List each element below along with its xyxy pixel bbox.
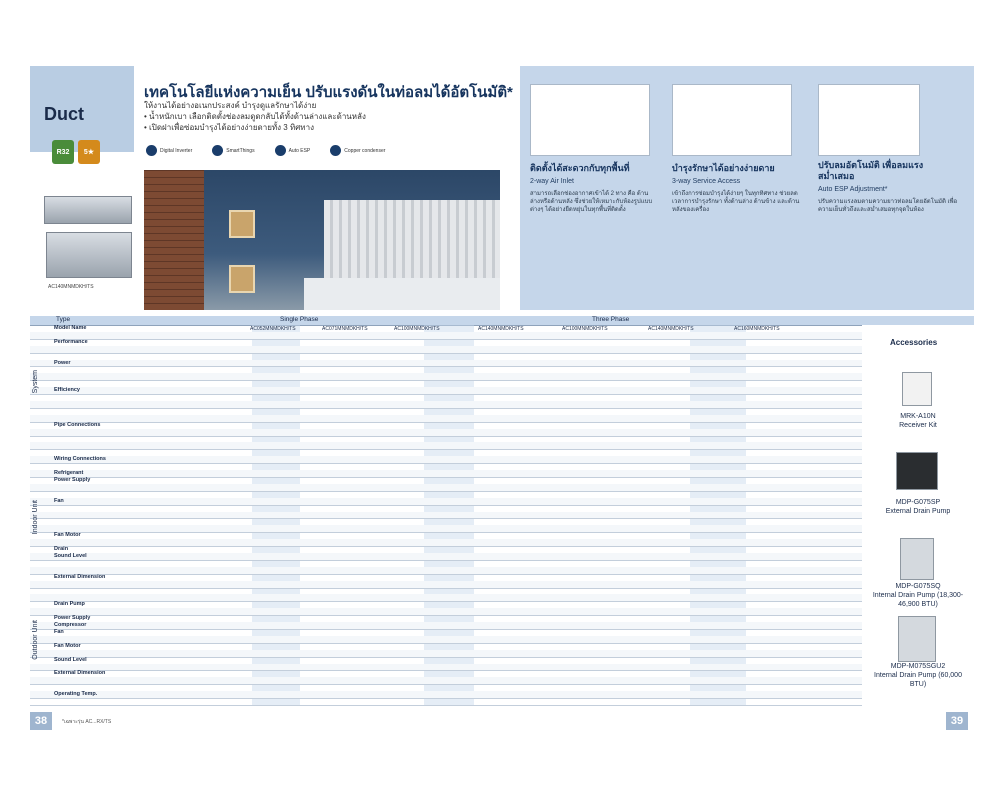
spec-group-label: Refrigerant bbox=[54, 470, 84, 477]
footnote: *เฉพาะรุ่น AC...RX/TS bbox=[62, 719, 112, 725]
accessory-item: MDP-M075SGU2 Internal Drain Pump (60,000 BTU) bbox=[874, 663, 962, 688]
feature-smartthings: SmartThings bbox=[212, 145, 254, 156]
spec-group-label: External Dimension bbox=[54, 670, 106, 677]
spec-group-label: Power Supply bbox=[54, 615, 91, 622]
section-indoor: Indoor Unit bbox=[32, 500, 39, 535]
panel-title: ติดตั้งได้สะดวกกับทุกพื้นที่ bbox=[530, 163, 630, 173]
spec-group-label: Fan bbox=[54, 629, 64, 635]
single-phase-label: Single Phase bbox=[280, 316, 319, 323]
spec-group-label: Pipe Connections bbox=[54, 421, 101, 428]
spec-group-label: Wiring Connections bbox=[54, 456, 106, 463]
model-header-cell: AC071MNMDKH/TS bbox=[322, 326, 368, 332]
model-header-cell: AC160MNMDKH/TS bbox=[734, 326, 780, 332]
spec-group-label: Fan Motor bbox=[54, 642, 81, 649]
feature-digital-inverter: Digital Inverter bbox=[146, 145, 192, 156]
spec-group-label: External Dimension bbox=[54, 573, 106, 580]
service-access-diagram bbox=[672, 84, 792, 156]
external-drain-pump-image bbox=[896, 452, 938, 490]
model-header-cell: AC140MNMDKH/TS bbox=[648, 326, 694, 332]
hero-line: ให้งานได้อย่างอเนกประสงค์ บำรุงดูแลรักษาได้ง่าย bbox=[144, 101, 317, 110]
accessories-title: Accessories bbox=[890, 338, 938, 347]
internal-drain-pump-image bbox=[900, 538, 934, 580]
panel-description: สามารถเลือกช่องอากาศเข้าได้ 2 ทาง คือ ด้านล่างหรือด้านหลัง ซึ่งช่วยให้เหมาะกับห้องรูปแบบต่างๆ ได้อย่างยืดหยุ่นในทุกพื้นที่ติดตั้ง bbox=[530, 191, 653, 213]
spec-group-label: Drain Pump bbox=[54, 601, 85, 608]
spec-group-label: Fan bbox=[54, 497, 64, 504]
spec-group-label: Efficiency bbox=[54, 387, 80, 394]
internal-drain-pump-60k-image bbox=[898, 616, 936, 662]
spec-group-label: Compressor bbox=[54, 622, 87, 629]
spec-group-label: Sound Level bbox=[54, 553, 87, 559]
spec-group-label: Operating Temp. bbox=[54, 691, 98, 698]
section-system: System bbox=[32, 370, 39, 394]
spec-group-label: Power bbox=[54, 359, 71, 366]
spec-group-label: Drain bbox=[54, 546, 69, 553]
three-phase-label: Three Phase bbox=[592, 316, 630, 323]
smartthings-icon bbox=[212, 145, 223, 156]
type-label: Type bbox=[56, 316, 71, 323]
section-outdoor: Outdoor Unit bbox=[32, 620, 39, 660]
spec-group-label: Model Name bbox=[54, 325, 87, 331]
esp-icon bbox=[275, 145, 286, 156]
panel-title: บำรุงรักษาได้อย่างง่ายดาย bbox=[672, 163, 775, 173]
model-caption: AC140MNMDKH/TS bbox=[48, 284, 94, 290]
hero-line: • เปิดฝาเพื่อซ่อมบำรุงได้อย่างง่ายดายทั้ง 3 ทิศทาง bbox=[144, 123, 314, 132]
model-header-cell: AC100MNMDKH/TS bbox=[394, 326, 440, 332]
spec-table bbox=[30, 325, 862, 705]
feature-row bbox=[146, 145, 385, 156]
duct-unit-image-2 bbox=[46, 232, 132, 278]
page-number-left: 38 bbox=[30, 712, 52, 730]
spec-group-label: Power Supply bbox=[54, 477, 91, 483]
auto-esp-diagram bbox=[818, 84, 920, 156]
section-label: Duct bbox=[44, 104, 84, 124]
accessory-item: MDP-G075SQ Internal Drain Pump (18,300-46,900 BTU) bbox=[872, 583, 964, 608]
panel-description: เข้าถึงการซ่อมบำรุงได้ง่ายๆ ในทุกทิศทาง ช่วยลดเวลาการบำรุงรักษา ทั้งด้านล่าง ด้านข้าง และด้านหลังของเครื่อง bbox=[672, 191, 800, 213]
model-header-cell: AC100MNMDKH/TS bbox=[562, 326, 608, 332]
hero-title: เทคโนโลยีแห่งความเย็น ปรับแรงดันในท่อลมได้อัตโนมัติ* bbox=[144, 84, 513, 101]
spec-group-label: Fan Motor bbox=[54, 532, 81, 539]
panel-subtitle: 3-way Service Access bbox=[672, 178, 741, 185]
model-header-cell: AC052MNMDKH/TS bbox=[250, 326, 296, 332]
spec-group-label: Performance bbox=[54, 338, 88, 345]
page-number-right: 39 bbox=[946, 712, 968, 730]
condenser-icon bbox=[330, 145, 341, 156]
panel-description: ปรับความแรงลมตามความยาวท่อลมโดยอัตโนมัติ เพื่อความเย็นทั่วถึงและสม่ำเสมอทุกจุดในห้อง bbox=[818, 199, 958, 213]
air-inlet-diagram bbox=[530, 84, 650, 156]
feature-auto-esp: Auto ESP bbox=[275, 145, 311, 156]
badge-row bbox=[52, 140, 100, 164]
receiver-kit-image bbox=[902, 372, 932, 406]
bedroom-photo bbox=[144, 170, 500, 310]
energy-badge: 5★ bbox=[78, 140, 100, 164]
feature-copper-condenser: Copper condenser bbox=[330, 145, 385, 156]
hero-line: • น้ำหนักเบา เลือกติดตั้งช่องลมดูดกลับได้ทั้งด้านล่างและด้านหลัง bbox=[144, 112, 366, 121]
duct-unit-image-1 bbox=[44, 196, 132, 224]
chip-icon bbox=[146, 145, 157, 156]
accessory-item: MDP-G075SP External Drain Pump bbox=[885, 499, 951, 515]
spec-row bbox=[30, 698, 862, 706]
panel-subtitle: 2-way Air Inlet bbox=[530, 178, 574, 185]
accessory-item: MRK-A10N Receiver Kit bbox=[899, 413, 937, 429]
panel-subtitle: Auto ESP Adjustment* bbox=[818, 186, 888, 193]
hero-description bbox=[144, 100, 504, 133]
model-header-cell: AC140MNMDKH/TS bbox=[478, 326, 524, 332]
panel-title: ปรับลมอัตโนมัติ เพื่อลมแรงสม่ำเสมอ bbox=[818, 160, 924, 181]
spec-group-label: Sound Level bbox=[54, 656, 87, 663]
r32-badge: R32 bbox=[52, 140, 74, 164]
